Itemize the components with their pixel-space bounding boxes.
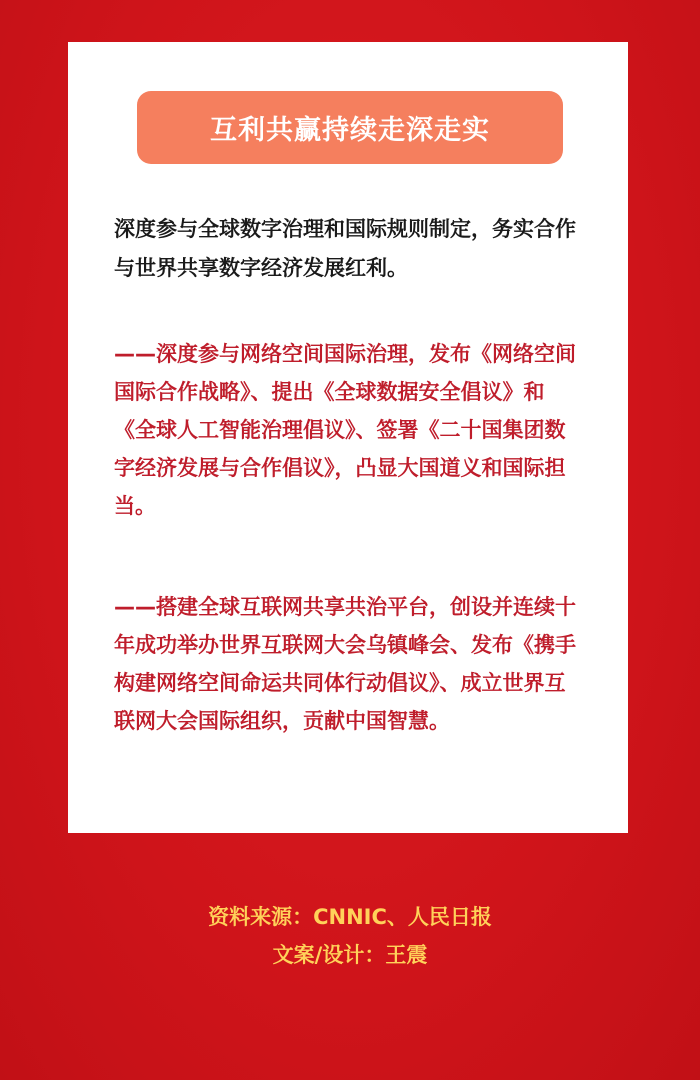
source-credit: 资料来源：CNNIC、人民日报 <box>208 905 492 929</box>
list-item: ——深度参与网络空间国际治理，发布《网络空间国际合作战略》、提出《全球数据安全倡议》和《全球人工智能治理倡议》、签署《二十国集团数字经济发展与合作倡议》，凸显大国道义和国际担当。 <box>114 342 576 518</box>
credits <box>0 898 700 974</box>
section-title: 互利共赢持续走深走实 <box>137 91 563 164</box>
author-credit: 文案/设计：王震 <box>272 943 428 967</box>
content-card <box>68 42 628 833</box>
intro-paragraph: 深度参与全球数字治理和国际规则制定，务实合作与世界共享数字经济发展红利。 <box>114 217 576 280</box>
list-item: ——搭建全球互联网共享共治平台，创设并连续十年成功举办世界互联网大会乌镇峰会、发布《携手构建网络空间命运共同体行动倡议》、成立世界互联网大会国际组织，贡献中国智慧。 <box>114 595 576 733</box>
